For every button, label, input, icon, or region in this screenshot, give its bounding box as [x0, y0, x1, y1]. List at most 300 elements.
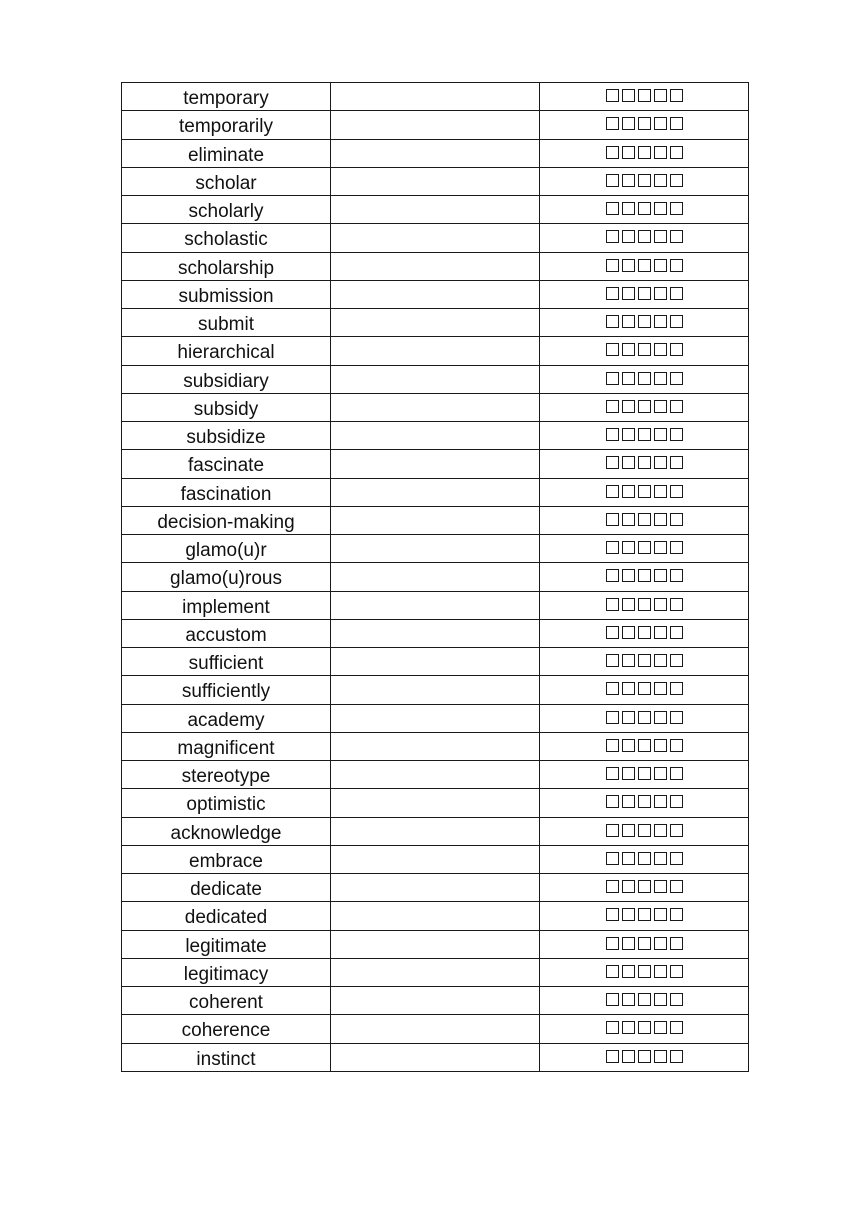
review-checkbox[interactable] [654, 654, 667, 667]
review-checkbox[interactable] [670, 852, 683, 865]
review-checkbox[interactable] [606, 513, 619, 526]
review-checkbox[interactable] [654, 89, 667, 102]
meaning-blank-cell[interactable] [331, 280, 540, 308]
review-checkbox[interactable] [638, 372, 651, 385]
review-checkbox[interactable] [654, 315, 667, 328]
table-row [122, 224, 749, 252]
review-checkbox-group [606, 597, 683, 611]
review-checkbox[interactable] [622, 513, 635, 526]
review-checkbox-group [606, 314, 683, 328]
review-checkbox[interactable] [654, 711, 667, 724]
review-checkbox[interactable] [670, 89, 683, 102]
review-checkbox[interactable] [670, 767, 683, 780]
review-checkbox[interactable] [606, 598, 619, 611]
meaning-blank-cell[interactable] [331, 393, 540, 421]
review-checkbox[interactable] [670, 259, 683, 272]
review-checkbox[interactable] [638, 1050, 651, 1063]
review-checkbox[interactable] [606, 541, 619, 554]
review-checkbox-group [606, 258, 683, 272]
review-checkbox[interactable] [638, 513, 651, 526]
meaning-blank-cell[interactable] [331, 732, 540, 760]
meaning-blank-cell[interactable] [331, 365, 540, 393]
review-checkbox-group [606, 1049, 683, 1063]
review-checkbox-group [606, 653, 683, 667]
review-checkbox[interactable] [606, 711, 619, 724]
meaning-blank-cell[interactable] [331, 167, 540, 195]
review-checkbox[interactable] [670, 908, 683, 921]
word-cell [122, 83, 331, 111]
review-checkbox[interactable] [670, 795, 683, 808]
review-checkbox[interactable] [670, 456, 683, 469]
review-checkbox[interactable] [670, 965, 683, 978]
word-cell [122, 196, 331, 224]
review-checkbox[interactable] [606, 937, 619, 950]
meaning-blank-cell[interactable] [331, 987, 540, 1015]
word-cell [122, 676, 331, 704]
review-checkbox[interactable] [622, 908, 635, 921]
review-checkbox[interactable] [670, 541, 683, 554]
review-checkbox[interactable] [654, 598, 667, 611]
review-checkbox[interactable] [638, 117, 651, 130]
review-checkbox-cell [540, 535, 749, 563]
review-checkbox-group [606, 879, 683, 893]
review-checkbox[interactable] [622, 852, 635, 865]
word-cell [122, 704, 331, 732]
review-checkbox[interactable] [638, 682, 651, 695]
review-checkbox[interactable] [638, 598, 651, 611]
review-checkbox[interactable] [622, 880, 635, 893]
review-checkbox[interactable] [670, 343, 683, 356]
review-checkbox-group [606, 540, 683, 554]
review-checkbox[interactable] [622, 146, 635, 159]
meaning-blank-cell[interactable] [331, 619, 540, 647]
review-checkbox-cell [540, 506, 749, 534]
review-checkbox[interactable] [606, 654, 619, 667]
review-checkbox-cell [540, 83, 749, 111]
meaning-blank-cell[interactable] [331, 450, 540, 478]
review-checkbox[interactable] [606, 287, 619, 300]
table-row [122, 676, 749, 704]
review-checkbox[interactable] [622, 795, 635, 808]
vocabulary-word: coherent [189, 992, 263, 1014]
review-checkbox-cell [540, 648, 749, 676]
meaning-blank-cell[interactable] [331, 902, 540, 930]
meaning-blank-cell[interactable] [331, 506, 540, 534]
review-checkbox[interactable] [670, 937, 683, 950]
review-checkbox[interactable] [654, 343, 667, 356]
review-checkbox[interactable] [638, 937, 651, 950]
review-checkbox-group [606, 342, 683, 356]
review-checkbox-group [606, 484, 683, 498]
review-checkbox[interactable] [638, 795, 651, 808]
review-checkbox[interactable] [606, 400, 619, 413]
table-row [122, 902, 749, 930]
review-checkbox[interactable] [654, 965, 667, 978]
review-checkbox[interactable] [622, 824, 635, 837]
review-checkbox-group [606, 823, 683, 837]
review-checkbox[interactable] [654, 795, 667, 808]
review-checkbox[interactable] [606, 456, 619, 469]
vocabulary-word: legitimate [185, 935, 267, 957]
review-checkbox[interactable] [670, 880, 683, 893]
meaning-blank-cell[interactable] [331, 224, 540, 252]
review-checkbox-group [606, 399, 683, 413]
word-cell [122, 1043, 331, 1071]
review-checkbox[interactable] [606, 824, 619, 837]
meaning-blank-cell[interactable] [331, 789, 540, 817]
review-checkbox[interactable] [670, 146, 683, 159]
review-checkbox-group [606, 371, 683, 385]
review-checkbox[interactable] [606, 993, 619, 1006]
review-checkbox[interactable] [654, 569, 667, 582]
meaning-blank-cell[interactable] [331, 845, 540, 873]
review-checkbox[interactable] [654, 541, 667, 554]
meaning-blank-cell[interactable] [331, 1015, 540, 1043]
review-checkbox[interactable] [622, 174, 635, 187]
review-checkbox[interactable] [670, 1050, 683, 1063]
meaning-blank-cell[interactable] [331, 83, 540, 111]
review-checkbox-cell [540, 958, 749, 986]
review-checkbox[interactable] [622, 711, 635, 724]
review-checkbox[interactable] [622, 739, 635, 752]
review-checkbox-cell [540, 309, 749, 337]
meaning-blank-cell[interactable] [331, 874, 540, 902]
word-cell [122, 732, 331, 760]
review-checkbox[interactable] [606, 1050, 619, 1063]
review-checkbox[interactable] [638, 428, 651, 441]
table-row [122, 393, 749, 421]
review-checkbox[interactable] [622, 372, 635, 385]
review-checkbox[interactable] [622, 965, 635, 978]
meaning-blank-cell[interactable] [331, 535, 540, 563]
review-checkbox[interactable] [606, 428, 619, 441]
table-row [122, 845, 749, 873]
meaning-blank-cell[interactable] [331, 958, 540, 986]
review-checkbox[interactable] [606, 908, 619, 921]
review-checkbox-group [606, 964, 683, 978]
review-checkbox[interactable] [654, 400, 667, 413]
review-checkbox[interactable] [654, 230, 667, 243]
meaning-blank-cell[interactable] [331, 648, 540, 676]
table-row [122, 506, 749, 534]
table-row [122, 450, 749, 478]
word-cell [122, 817, 331, 845]
review-checkbox[interactable] [638, 343, 651, 356]
review-checkbox[interactable] [622, 287, 635, 300]
review-checkbox[interactable] [670, 287, 683, 300]
vocabulary-word: subsidiary [183, 370, 269, 392]
review-checkbox[interactable] [638, 541, 651, 554]
review-checkbox[interactable] [622, 626, 635, 639]
word-cell [122, 619, 331, 647]
review-checkbox-cell [540, 167, 749, 195]
review-checkbox[interactable] [622, 202, 635, 215]
review-checkbox-group [606, 201, 683, 215]
review-checkbox-cell [540, 930, 749, 958]
review-checkbox[interactable] [606, 117, 619, 130]
review-checkbox[interactable] [622, 315, 635, 328]
review-checkbox[interactable] [622, 456, 635, 469]
review-checkbox[interactable] [606, 767, 619, 780]
meaning-blank-cell[interactable] [331, 704, 540, 732]
review-checkbox[interactable] [670, 598, 683, 611]
vocabulary-word: scholar [195, 172, 257, 194]
review-checkbox[interactable] [638, 569, 651, 582]
review-checkbox[interactable] [670, 428, 683, 441]
table-row [122, 930, 749, 958]
review-checkbox-cell [540, 393, 749, 421]
review-checkbox[interactable] [622, 1021, 635, 1034]
vocabulary-word: instinct [196, 1048, 256, 1070]
review-checkbox[interactable] [670, 824, 683, 837]
review-checkbox-cell [540, 761, 749, 789]
review-checkbox[interactable] [654, 908, 667, 921]
review-checkbox[interactable] [654, 202, 667, 215]
review-checkbox[interactable] [622, 1050, 635, 1063]
review-checkbox[interactable] [606, 372, 619, 385]
review-checkbox[interactable] [654, 1050, 667, 1063]
review-checkbox[interactable] [606, 174, 619, 187]
review-checkbox[interactable] [606, 343, 619, 356]
review-checkbox-cell [540, 196, 749, 224]
review-checkbox[interactable] [654, 146, 667, 159]
review-checkbox[interactable] [638, 1021, 651, 1034]
vocabulary-word: glamo(u)rous [170, 568, 282, 590]
review-checkbox[interactable] [638, 824, 651, 837]
review-checkbox[interactable] [622, 343, 635, 356]
review-checkbox[interactable] [670, 654, 683, 667]
review-checkbox[interactable] [606, 202, 619, 215]
review-checkbox[interactable] [654, 259, 667, 272]
table-row [122, 478, 749, 506]
review-checkbox[interactable] [622, 89, 635, 102]
table-row [122, 252, 749, 280]
review-checkbox[interactable] [638, 400, 651, 413]
meaning-blank-cell[interactable] [331, 139, 540, 167]
review-checkbox[interactable] [622, 654, 635, 667]
review-checkbox[interactable] [638, 852, 651, 865]
word-cell [122, 902, 331, 930]
review-checkbox-group [606, 1020, 683, 1034]
review-checkbox[interactable] [654, 372, 667, 385]
review-checkbox[interactable] [638, 202, 651, 215]
review-checkbox-cell [540, 789, 749, 817]
word-cell [122, 761, 331, 789]
review-checkbox[interactable] [606, 1021, 619, 1034]
review-checkbox[interactable] [638, 146, 651, 159]
review-checkbox-group [606, 710, 683, 724]
review-checkbox[interactable] [622, 682, 635, 695]
review-checkbox[interactable] [638, 711, 651, 724]
review-checkbox[interactable] [638, 739, 651, 752]
review-checkbox[interactable] [622, 485, 635, 498]
review-checkbox[interactable] [654, 682, 667, 695]
word-cell [122, 987, 331, 1015]
review-checkbox[interactable] [638, 259, 651, 272]
review-checkbox[interactable] [654, 993, 667, 1006]
review-checkbox[interactable] [654, 485, 667, 498]
review-checkbox[interactable] [670, 993, 683, 1006]
meaning-blank-cell[interactable] [331, 309, 540, 337]
word-cell [122, 252, 331, 280]
review-checkbox-group [606, 512, 683, 526]
review-checkbox[interactable] [622, 598, 635, 611]
table-row [122, 648, 749, 676]
review-checkbox[interactable] [606, 569, 619, 582]
table-row [122, 1043, 749, 1071]
review-checkbox[interactable] [606, 89, 619, 102]
review-checkbox[interactable] [670, 315, 683, 328]
review-checkbox[interactable] [670, 569, 683, 582]
review-checkbox[interactable] [654, 937, 667, 950]
meaning-blank-cell[interactable] [331, 817, 540, 845]
review-checkbox[interactable] [622, 993, 635, 1006]
review-checkbox-cell [540, 111, 749, 139]
review-checkbox[interactable] [638, 287, 651, 300]
review-checkbox[interactable] [606, 795, 619, 808]
review-checkbox-cell [540, 704, 749, 732]
review-checkbox[interactable] [638, 174, 651, 187]
review-checkbox[interactable] [670, 626, 683, 639]
review-checkbox[interactable] [670, 1021, 683, 1034]
word-cell [122, 337, 331, 365]
review-checkbox-cell [540, 817, 749, 845]
meaning-blank-cell[interactable] [331, 930, 540, 958]
review-checkbox[interactable] [622, 230, 635, 243]
review-checkbox[interactable] [606, 852, 619, 865]
meaning-blank-cell[interactable] [331, 591, 540, 619]
meaning-blank-cell[interactable] [331, 761, 540, 789]
word-cell [122, 591, 331, 619]
review-checkbox[interactable] [654, 456, 667, 469]
review-checkbox[interactable] [622, 937, 635, 950]
review-checkbox[interactable] [670, 117, 683, 130]
meaning-blank-cell[interactable] [331, 111, 540, 139]
review-checkbox[interactable] [622, 259, 635, 272]
review-checkbox[interactable] [654, 513, 667, 526]
meaning-blank-cell[interactable] [331, 422, 540, 450]
review-checkbox[interactable] [638, 965, 651, 978]
vocabulary-word: implement [182, 596, 270, 618]
review-checkbox[interactable] [638, 456, 651, 469]
review-checkbox[interactable] [670, 513, 683, 526]
review-checkbox[interactable] [638, 993, 651, 1006]
review-checkbox[interactable] [638, 230, 651, 243]
review-checkbox[interactable] [622, 767, 635, 780]
review-checkbox[interactable] [654, 880, 667, 893]
review-checkbox[interactable] [606, 739, 619, 752]
review-checkbox[interactable] [622, 400, 635, 413]
review-checkbox[interactable] [606, 965, 619, 978]
review-checkbox-group [606, 116, 683, 130]
review-checkbox[interactable] [654, 824, 667, 837]
review-checkbox[interactable] [606, 259, 619, 272]
review-checkbox[interactable] [654, 287, 667, 300]
review-checkbox-group [606, 794, 683, 808]
vocabulary-word: subsidy [193, 398, 259, 420]
review-checkbox[interactable] [606, 626, 619, 639]
review-checkbox[interactable] [670, 202, 683, 215]
meaning-blank-cell[interactable] [331, 252, 540, 280]
vocabulary-word: subsidize [186, 427, 266, 449]
table-row [122, 987, 749, 1015]
review-checkbox[interactable] [654, 1021, 667, 1034]
word-cell [122, 139, 331, 167]
review-checkbox[interactable] [654, 626, 667, 639]
review-checkbox[interactable] [606, 880, 619, 893]
review-checkbox[interactable] [606, 230, 619, 243]
word-cell [122, 167, 331, 195]
review-checkbox[interactable] [622, 117, 635, 130]
review-checkbox-group [606, 455, 683, 469]
review-checkbox[interactable] [670, 485, 683, 498]
meaning-blank-cell[interactable] [331, 478, 540, 506]
review-checkbox[interactable] [638, 654, 651, 667]
meaning-blank-cell[interactable] [331, 1043, 540, 1071]
review-checkbox-cell [540, 874, 749, 902]
review-checkbox[interactable] [638, 315, 651, 328]
review-checkbox[interactable] [670, 739, 683, 752]
review-checkbox[interactable] [638, 767, 651, 780]
meaning-blank-cell[interactable] [331, 337, 540, 365]
review-checkbox[interactable] [654, 117, 667, 130]
review-checkbox[interactable] [638, 626, 651, 639]
review-checkbox[interactable] [670, 230, 683, 243]
meaning-blank-cell[interactable] [331, 196, 540, 224]
vocabulary-word: sufficiently [181, 681, 271, 703]
review-checkbox[interactable] [670, 400, 683, 413]
table-row [122, 1015, 749, 1043]
vocabulary-word: temporary [183, 88, 269, 110]
table-row [122, 83, 749, 111]
review-checkbox[interactable] [622, 569, 635, 582]
table-row [122, 874, 749, 902]
review-checkbox[interactable] [670, 711, 683, 724]
vocabulary-word: magnificent [177, 737, 275, 759]
vocabulary-word: hierarchical [177, 342, 275, 364]
vocabulary-word: sufficient [188, 653, 264, 675]
word-cell [122, 280, 331, 308]
review-checkbox-cell [540, 478, 749, 506]
meaning-blank-cell[interactable] [331, 563, 540, 591]
review-checkbox[interactable] [654, 739, 667, 752]
review-checkbox[interactable] [638, 89, 651, 102]
review-checkbox[interactable] [654, 428, 667, 441]
review-checkbox[interactable] [670, 174, 683, 187]
review-checkbox-cell [540, 1043, 749, 1071]
review-checkbox[interactable] [654, 174, 667, 187]
review-checkbox[interactable] [654, 852, 667, 865]
vocabulary-word: embrace [189, 850, 263, 872]
review-checkbox[interactable] [670, 682, 683, 695]
review-checkbox[interactable] [606, 146, 619, 159]
table-row [122, 309, 749, 337]
review-checkbox[interactable] [654, 767, 667, 780]
review-checkbox[interactable] [622, 541, 635, 554]
word-cell [122, 506, 331, 534]
review-checkbox[interactable] [638, 908, 651, 921]
review-checkbox[interactable] [638, 880, 651, 893]
review-checkbox-group [606, 88, 683, 102]
review-checkbox[interactable] [606, 682, 619, 695]
review-checkbox[interactable] [622, 428, 635, 441]
review-checkbox[interactable] [606, 315, 619, 328]
review-checkbox[interactable] [606, 485, 619, 498]
review-checkbox[interactable] [638, 485, 651, 498]
meaning-blank-cell[interactable] [331, 676, 540, 704]
table-row [122, 535, 749, 563]
review-checkbox[interactable] [670, 372, 683, 385]
